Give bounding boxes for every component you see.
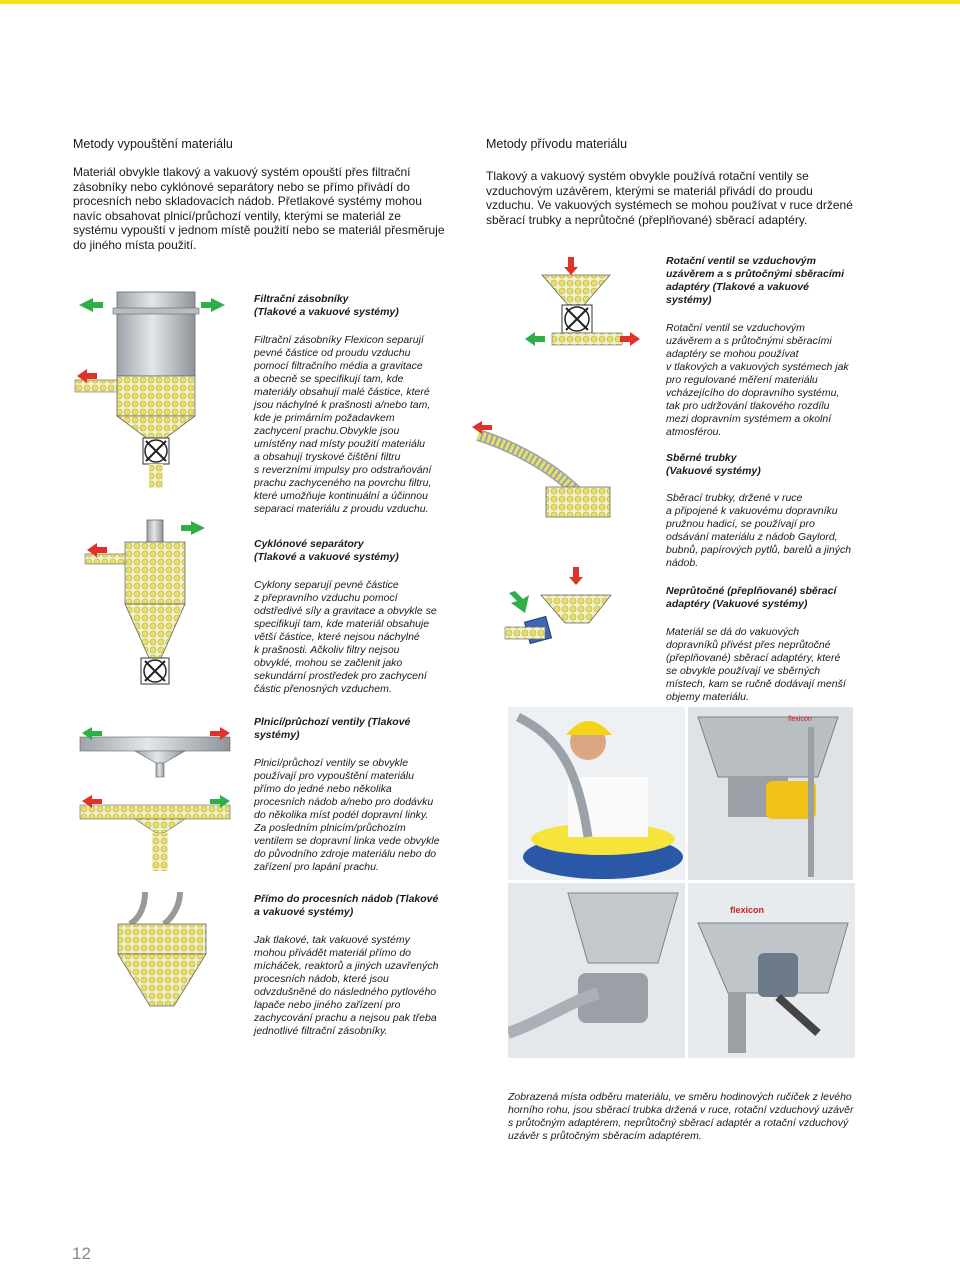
section-body-valve: Plnicí/průchozí ventily se obvykle používají pro vypouštění materiálu přímo do jedné nebo několika procesních nádob a/nebo pro dodávku do několika míst podél dopravní linky. Za posledním plnicím/průchozím ventilem se dopravní linka vede obvykle do původního zdroje materiálu nebo do zařízení pro lapání prachu. [254, 757, 440, 873]
page-number: 12 [72, 1244, 91, 1263]
section-body-rotary: Rotační ventil se vzduchovým uzávěrem a s průtočnými sběracími adaptéry se mohou používat v tlakových a vakuových systémech jak pro regulované měření materiálu vcházejícího do dopravního systému, tak pro udržování tlakového rozdílu mezi dopravním systémem a okolní atmosférou. [666, 322, 849, 438]
section-body-filter: Filtrační zásobníky Flexicon separují pevné částice od proudu vzduchu pomocí filtračního média a gravitace a obecně se specifikují tam, kde materiály obsahují malé částice, které jsou náchylné k prašnosti a/nebo tam, kde je primárním požadavkem zachycení prachu.Obvykle jsou umístěny nad místy použití materiálu a obsahují tryskové čištění filtru s reverzními impulsy pro odstraňování prachu zachyceného na povrchu filtru, které umožňuje kontinuální a účinnou separaci materiálu z proudu vzduchu. [254, 334, 432, 515]
section-title-valve: Plnicí/průchozí ventily (Tlakové systémy) [254, 716, 411, 741]
diverter-valve-illustration [80, 725, 240, 875]
right-intro: Tlakový a vakuový systém obvykle používá rotační ventily se vzduchovým uzávěrem, kterými se materiál přivádí do proudu vzduchu. Ve vakuových systémech se mohou používat v ruce držené sběrací trubky a neprůtočné (přeplňované) sběrací adaptéry. [486, 169, 853, 227]
process-vessel-illustration [100, 888, 220, 1013]
section-title-cyclone: Cyklónové separátory (Tlakové a vakuové systémy) [254, 538, 399, 563]
section-title-rotary: Rotační ventil se vzduchovým uzávěrem a s průtočnými sběracími adaptéry (Tlakové a vakuové systémy) [666, 255, 844, 306]
section-body-adapter: Materiál se dá do vakuových dopravníků přivést přes neprůtočné (přeplňované) sběrací adaptéry, které se obvykle používají ve sběrných místech, kam se ručně dodávají menší objemy materiálu. [666, 626, 846, 703]
section-body-wand: Sběrací trubky, držené v ruce a připojené k vakuovému dopravníku pružnou hadicí, se používají pro odsávání materiálu z nádob Gaylord, bubnů, papírových pytlů, barelů a jiných nádob. [666, 492, 852, 569]
section-body-direct: Jak tlakové, tak vakuové systémy mohou přivádět materiál přímo do mícháček, reaktorů a jiných uzavřených procesních nádob, které jsou odvzdušněné do následného pytlového lapače nebo jiného zařízení pro zachycování prachu a nejsou pak třeba jednotlivé filtrační zásobníky. [254, 934, 439, 1037]
photo-rotary-airlock [688, 707, 853, 880]
brand-logo: flexicon [788, 716, 812, 723]
non-flow-adapter-illustration [505, 565, 625, 645]
photo-direct-vessel [508, 883, 685, 1058]
rotary-airlock-illustration [470, 255, 650, 535]
photo-non-flow-adapter [688, 883, 855, 1058]
photo-wand-operator [508, 707, 685, 880]
cyclone-separator-illustration [85, 518, 225, 708]
filter-receiver-illustration [75, 288, 245, 498]
photo-caption: Zobrazená místa odběru materiálu, ve směru hodinových ručiček z levého horního rohu, jsou sběrací trubka držená v ruce, rotační vzduchový uzávěr s průtočným adaptérem, neprůtočný sběrací adaptér a rotační vzduchový uzávěr s průtočným sběracím adaptérem. [508, 1091, 854, 1142]
brand-logo-2: flexicon [730, 905, 765, 915]
top-accent-bar [0, 0, 960, 4]
section-title-direct: Přímo do procesních nádob (Tlakové a vakuové systémy) [254, 893, 439, 918]
section-title-adapter: Neprůtočné (přeplňované) sběrací adaptéry (Vakuové systémy) [666, 585, 837, 610]
left-heading: Metody vypouštění materiálu [73, 137, 233, 151]
section-body-cyclone: Cyklony separují pevné částice z přepravního vzduchu pomocí odstředivé síly a gravitace a obvykle se specifikují tam, kde materiál obsahuje větší částice, které nejsou náchylné k prašnosti. Ačkoliv filtry nejsou obvyklé, mohou se začlenit jako sekundární prostředek pro zachycení částic přenosných vzduchem. [254, 579, 437, 695]
left-intro: Materiál obvykle tlakový a vakuový systém opouští přes filtrační zásobníky nebo cyklónové separátory nebo se přímo přivádí do procesních nebo skladovacích nádob. Přetlakové systémy mohou navíc obsahovat plnicí/průchozí ventily, kterými se materiál ze systému vypouští v jednom místě použití nebo se materiál přesměruje do jiného místa použití. [73, 165, 445, 252]
right-heading: Metody přívodu materiálu [486, 137, 628, 151]
section-title-wand: Sběrné trubky (Vakuové systémy) [666, 452, 761, 477]
section-title-filter: Filtrační zásobníky (Tlakové a vakuové systémy) [254, 293, 399, 318]
